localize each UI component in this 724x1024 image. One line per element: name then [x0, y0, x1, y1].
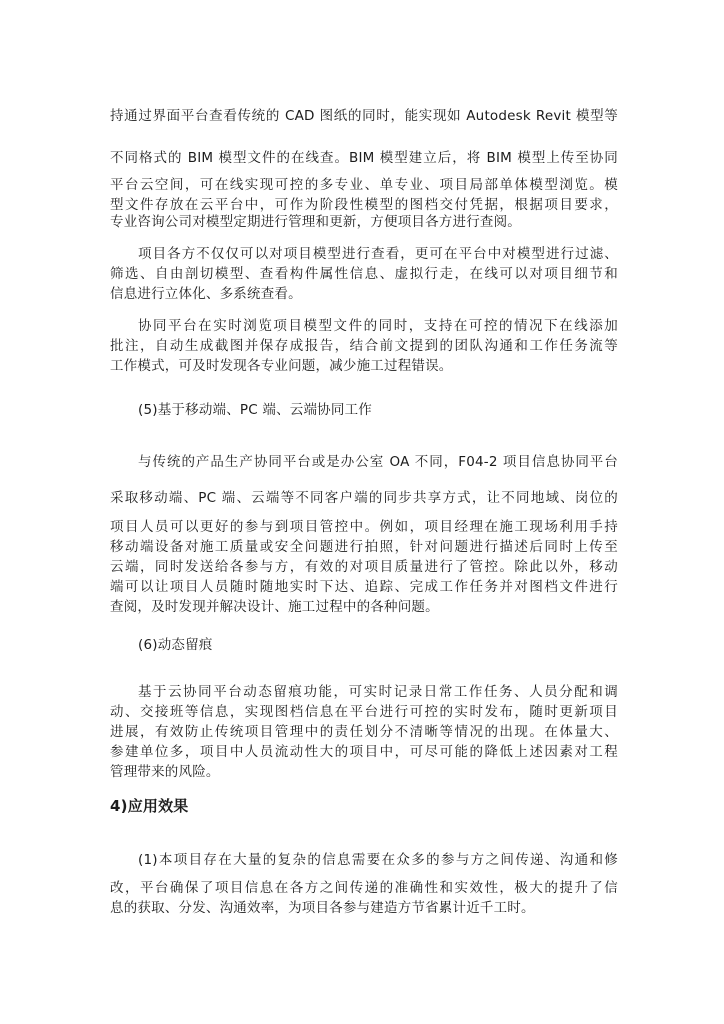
paragraph-line: 端可以让项目人员随时随地实时下达、追踪、完成工作任务并对图档文件进行 [110, 579, 618, 595]
paragraph-line: 筛选、自由剖切模型、查看构件属性信息、虚拟行走，在线可以对项目细节和 [110, 266, 618, 282]
paragraph-line: 型文件存放在云平台中，可作为阶段性模型的图档交付凭据，根据项目要求， [110, 197, 618, 213]
paragraph-line: 协同平台在实时浏览项目模型文件的同时，支持在可控的情况下在线添加 [138, 318, 618, 334]
paragraph-line: 工作模式，可及时发现各专业问题，减少施工过程错误。 [110, 358, 453, 374]
paragraph-line: 专业咨询公司对模型定期进行管理和更新，方便项目各方进行查阅。 [110, 214, 521, 230]
section-heading-5: (5)基于移动端、PC 端、云端协同工作 [138, 402, 372, 418]
paragraph-line: 项目各方不仅仅可以对项目模型进行查看，更可在平台中对模型进行过滤、 [138, 246, 618, 262]
paragraph-line: 息的获取、分发、沟通效率，为项目各参与建造方节省累计近千工时。 [110, 900, 535, 916]
paragraph-line: 改，平台确保了项目信息在各方之间传递的准确性和实效性，极大的提升了信 [110, 880, 618, 896]
paragraph-line: 信息进行立体化、多系统查看。 [110, 286, 302, 302]
paragraph-line: 平台云空间，可在线实现可控的多专业、单专业、项目局部单体模型浏览。模 [110, 177, 618, 193]
paragraph-line: 采取移动端、PC 端、云端等不同客户端的同步共享方式，让不同地域、岗位的 [110, 490, 618, 506]
paragraph-line: 与传统的产品生产协同平台或是办公室 OA 不同，F04-2 项目信息协同平台 [138, 454, 618, 470]
paragraph-line: (1)本项目存在大量的复杂的信息需要在众多的参与方之间传递、沟通和修 [138, 852, 618, 868]
section-heading-4: 4)应用效果 [110, 797, 189, 815]
paragraph-line: 基于云协同平台动态留痕功能，可实时记录日常工作任务、人员分配和调 [138, 684, 618, 700]
paragraph-line: 批注，自动生成截图并保存成报告，结合前文提到的团队沟通和工作任务流等 [110, 338, 618, 354]
paragraph-line: 查阅，及时发现并解决设计、施工过程中的各种问题。 [110, 599, 439, 615]
paragraph-line: 参建单位多，项目中人员流动性大的项目中，可尽可能的降低上述因素对工程 [110, 744, 618, 760]
paragraph-line: 移动端设备对施工质量或安全问题进行拍照，针对问题进行描述后同时上传至 [110, 539, 618, 555]
paragraph-line: 不同格式的 BIM 模型文件的在线查。BIM 模型建立后，将 BIM 模型上传至协同 [110, 150, 618, 166]
paragraph-line: 持通过界面平台查看传统的 CAD 图纸的同时，能实现如 Autodesk Revit 模型等 [110, 108, 618, 124]
paragraph-line: 管理带来的风险。 [110, 764, 220, 780]
paragraph-line: 动、交接班等信息，实现图档信息在平台进行可控的实时发布，随时更新项目 [110, 704, 618, 720]
paragraph-line: 云端，同时发送给各参与方，有效的对项目质量进行了管控。除此以外，移动 [110, 559, 618, 575]
paragraph-line: 项目人员可以更好的参与到项目管控中。例如，项目经理在施工现场利用手持 [110, 519, 618, 535]
section-heading-6: (6)动态留痕 [138, 637, 213, 653]
paragraph-line: 进展，有效防止传统项目管理中的责任划分不清晰等情况的出现。在体量大、 [110, 724, 618, 740]
